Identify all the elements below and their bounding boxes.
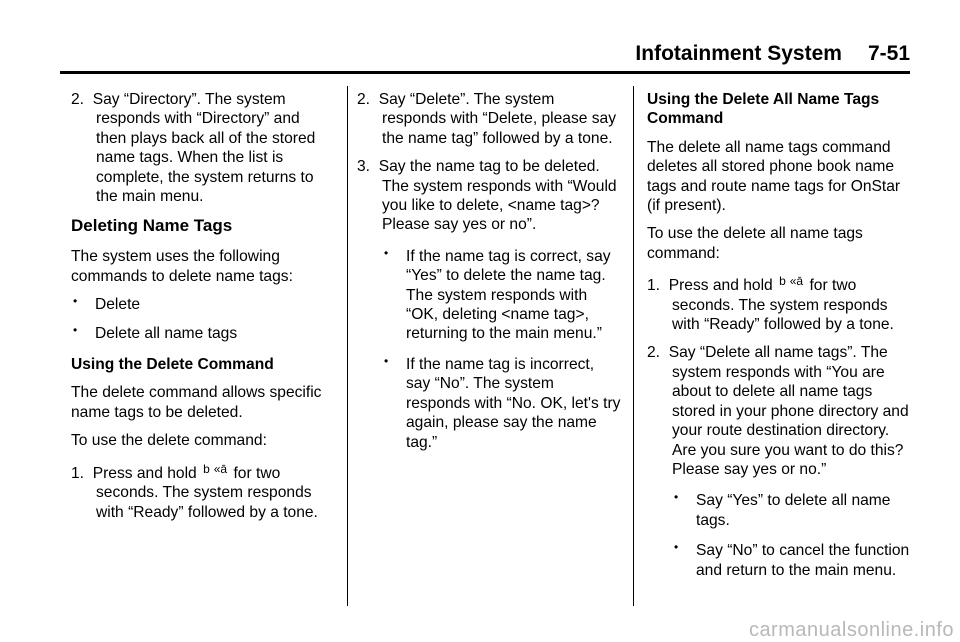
voice-icon: «ā [789, 274, 804, 289]
delete-all-howto: To use the delete all name tags command: [647, 225, 863, 262]
step-2-directory [71, 90, 333, 206]
watermark: carmanualsonline.info [748, 619, 954, 641]
step-text: Say “Delete”. The system responds with “Delete, please say the name tag” followed by a tone. [378, 91, 617, 147]
step-1-press-hold [71, 460, 333, 522]
column-divider-1 [347, 86, 348, 606]
subbullet-no: • Say “No” to cancel the function and return to the main menu. [647, 541, 912, 580]
step-number: 3. [357, 158, 371, 176]
delete-command-description: The delete command allows specific name tags to be deleted. [71, 384, 322, 421]
step-number: 1. [71, 464, 85, 482]
bullet-delete: • Delete [71, 295, 333, 314]
step-2-delete [357, 90, 621, 148]
step-text: Say the name tag to be deleted. The system responds with “Would you like to delete, <name tag>? Please say yes or no”. [378, 158, 617, 234]
step-number: 1. [647, 277, 661, 295]
step-text: Say “Delete all name tags”. The system responds with “You are about to delete all name tags stored in your phone directory and your route destination directory. Are you sure you want to do this? Please say yes or no.” [668, 344, 909, 478]
subbullet-yes: • Say “Yes” to delete all name tags. [647, 491, 912, 530]
section-title: Infotainment System [635, 42, 842, 65]
column-3 [647, 90, 912, 591]
subbullet-incorrect: • If the name tag is incorrect, say “No”. The system responds with “No. OK, let's try again, please say the name tag.” [357, 355, 621, 452]
step-1-press-hold [647, 272, 912, 334]
column-2 [357, 90, 621, 463]
bullet-delete-all: • Delete all name tags [71, 324, 333, 343]
subheading-delete-all: Using the Delete All Name Tags Command [647, 91, 880, 128]
section-heading: Deleting Name Tags [71, 216, 233, 236]
page-header [635, 36, 910, 72]
step-text-before: Press and hold [92, 464, 197, 482]
page-number: 7-51 [867, 42, 910, 65]
voice-icon: «ā [213, 461, 228, 476]
header-rule [60, 71, 910, 74]
column-1 [71, 90, 333, 531]
subbullet-correct: • If the name tag is correct, say “Yes” to delete the name tag. The system responds with “OK, deleting <name tag>, returning to the main menu.” [357, 247, 621, 344]
subheading-delete-command: Using the Delete Command [71, 356, 274, 374]
step-text-after: for two seconds. The system responds with “Ready” followed by a tone. [96, 464, 318, 521]
step-number: 2. [357, 91, 371, 108]
column-divider-2 [633, 86, 634, 606]
step-3-say-name-tag [357, 157, 621, 235]
phone-icon: b [779, 274, 786, 289]
intro-paragraph: The system uses the following commands to delete name tags: [71, 248, 293, 285]
step-number: 2. [647, 344, 661, 362]
step-text-before: Press and hold [668, 277, 773, 295]
phone-icon: b [203, 461, 210, 476]
delete-all-description: The delete all name tags command deletes all stored phone book name tags and route name tags for OnStar (if present). [647, 138, 901, 215]
delete-howto: To use the delete command: [71, 432, 267, 450]
step-2-delete-all [647, 343, 912, 479]
step-text-after: for two seconds. The system responds with “Ready” followed by a tone. [672, 277, 894, 334]
step-number: 2. [71, 91, 85, 108]
step-text: Say “Directory”. The system responds with “Directory” and then plays back all of the stored name tags. When the list is complete, the system returns to the main menu. [92, 91, 316, 206]
